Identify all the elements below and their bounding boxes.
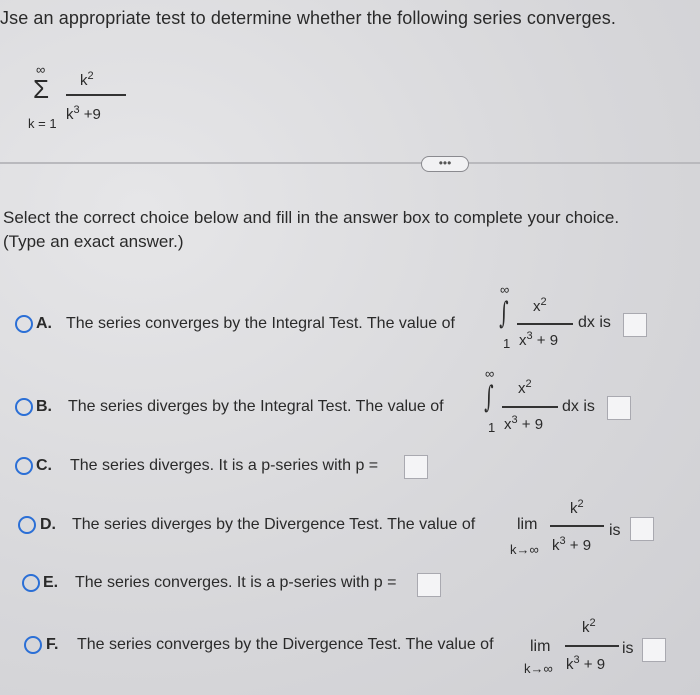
option-e-text: The series converges. It is a p-series with p = [75, 574, 397, 591]
option-b-int-lower: 1 [488, 420, 496, 435]
option-d-label: D. [40, 516, 56, 533]
option-a-suffix: dx is [578, 314, 611, 331]
option-a-label: A. [36, 315, 52, 332]
option-b-int-upper: ∞ [485, 366, 495, 381]
option-a-int-lower: 1 [503, 336, 511, 351]
instructions-line-2: (Type an exact answer.) [3, 232, 184, 251]
option-b-label: B. [36, 398, 52, 415]
option-b-fraction-bar [502, 406, 558, 408]
option-d-answer-box[interactable] [630, 517, 654, 541]
option-d-lim-subscript: k→∞ [510, 542, 539, 557]
question-prompt: Jse an appropriate test to determine whether the following series converges. [0, 8, 616, 28]
integral-sign-b: ∫ [484, 380, 494, 415]
series-numerator: $k^2$ [80, 70, 94, 89]
option-f-answer-box[interactable] [642, 638, 666, 662]
option-b-numerator: $x^2$ [518, 378, 532, 397]
option-d-lim: lim [517, 516, 538, 533]
section-divider [0, 162, 700, 164]
option-c-answer-box[interactable] [404, 455, 428, 479]
option-a-denominator: $x^3 + 9$ [519, 330, 559, 349]
radio-f[interactable] [24, 636, 42, 654]
option-b-answer-box[interactable] [607, 396, 631, 420]
option-d-suffix: is [609, 522, 621, 539]
radio-e[interactable] [22, 574, 40, 592]
option-a-int-upper: ∞ [500, 282, 510, 297]
option-b-suffix: dx is [562, 398, 595, 415]
sigma-symbol: Σ [33, 74, 50, 104]
option-c-text: The series diverges. It is a p-series with p = [70, 457, 379, 474]
option-e-answer-box[interactable] [417, 573, 441, 597]
option-b-text: The series diverges by the Integral Test. The value of [68, 398, 444, 415]
option-a-fraction-bar [517, 323, 573, 325]
option-f-denominator: $k^3 + 9$ [566, 654, 606, 673]
option-f-label: F. [46, 636, 59, 653]
radio-d[interactable] [18, 516, 36, 534]
option-d-fraction-bar [550, 525, 604, 527]
radio-c[interactable] [15, 457, 33, 475]
instructions-line-1: Select the correct choice below and fill in the answer box to complete your choice. [3, 208, 620, 227]
option-f-lim-subscript: k→∞ [524, 661, 553, 676]
more-options-button[interactable]: ••• [421, 156, 469, 172]
option-d-text: The series diverges by the Divergence Test. The value of [72, 516, 476, 533]
sum-upper-limit: ∞ [36, 62, 46, 77]
sum-lower-limit: k = 1 [28, 116, 57, 131]
radio-b[interactable] [15, 398, 33, 416]
option-c-label: C. [36, 457, 52, 474]
option-f-text: The series converges by the Divergence Test. The value of [77, 636, 494, 653]
option-d-denominator: $k^3 + 9$ [552, 535, 592, 554]
option-f-suffix: is [622, 640, 634, 657]
option-b-denominator: $x^3 + 9$ [504, 414, 544, 433]
series-fraction-bar [66, 94, 126, 96]
option-a-answer-box[interactable] [623, 313, 647, 337]
option-f-fraction-bar [565, 645, 619, 647]
option-a-numerator: $x^2$ [533, 296, 547, 315]
option-a-text: The series converges by the Integral Test. The value of [66, 315, 455, 332]
option-e-label: E. [43, 574, 59, 591]
option-d-numerator: $k^2$ [570, 498, 584, 517]
option-f-lim: lim [530, 638, 551, 655]
series-denominator: $k^3 +9$ [66, 104, 101, 123]
radio-a[interactable] [15, 315, 33, 333]
instructions [3, 206, 619, 254]
integral-sign-a: ∫ [499, 296, 509, 331]
option-f-numerator: $k^2$ [582, 617, 596, 636]
